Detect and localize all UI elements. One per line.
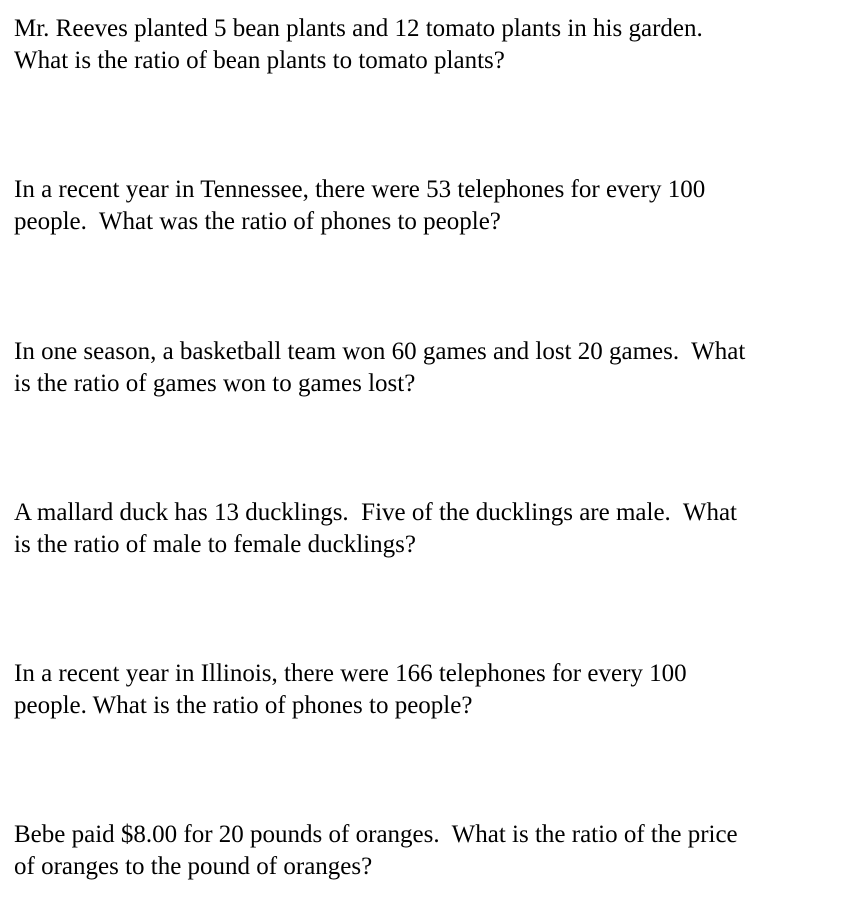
problem-2: [14, 174, 844, 238]
problem-line: Bebe paid $8.00 for 20 pounds of oranges. What is the ratio of the price: [14, 821, 738, 848]
problem-line: people. What was the ratio of phones to people?: [14, 208, 501, 235]
problem-line: In a recent year in Illinois, there were 166 telephones for every 100: [14, 660, 687, 687]
problem-line: What is the ratio of bean plants to tomato plants?: [14, 47, 505, 74]
problem-line: is the ratio of games won to games lost?: [14, 370, 416, 397]
problem-line: is the ratio of male to female ducklings?: [14, 531, 416, 558]
problem-line: In one season, a basketball team won 60 games and lost 20 games. What: [14, 338, 746, 365]
problem-line: Mr. Reeves planted 5 bean plants and 12 tomato plants in his garden.: [14, 15, 703, 42]
problem-5: [14, 658, 844, 722]
problem-1: [14, 13, 844, 77]
problem-line: A mallard duck has 13 ducklings. Five of the ducklings are male. What: [14, 499, 737, 526]
problem-6: [14, 819, 844, 883]
problem-line: of oranges to the pound of oranges?: [14, 853, 373, 880]
problem-3: [14, 336, 844, 400]
problem-line: In a recent year in Tennessee, there were 53 telephones for every 100: [14, 176, 706, 203]
problem-4: [14, 497, 844, 561]
problem-line: people. What is the ratio of phones to people?: [14, 692, 473, 719]
